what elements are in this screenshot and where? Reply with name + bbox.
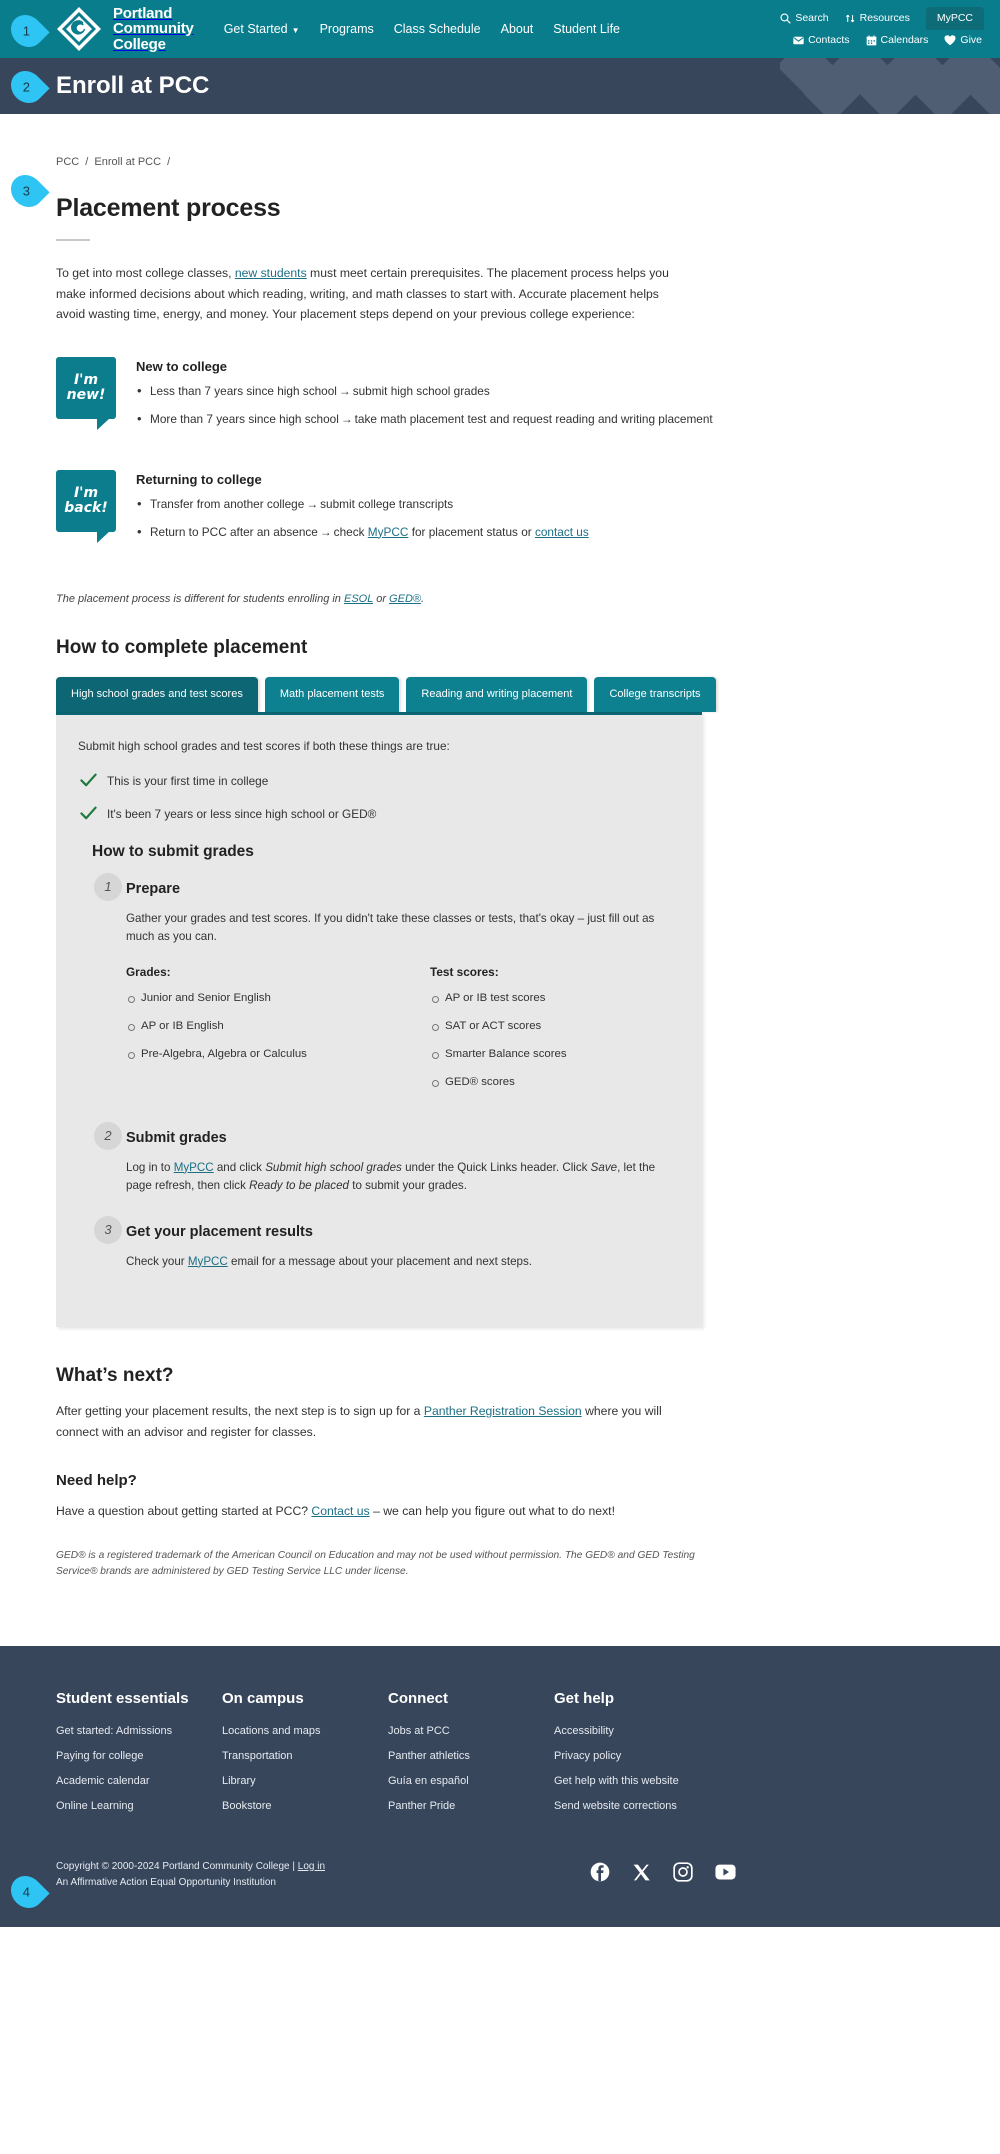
banner-decorative-pattern bbox=[780, 58, 1000, 114]
checkmark-icon bbox=[80, 806, 97, 821]
bullet-post: submit college transcripts bbox=[320, 496, 454, 511]
footer-link-guia-en-espanol[interactable]: Guía en español bbox=[388, 1774, 469, 1787]
utility-contacts-link[interactable] bbox=[793, 34, 849, 46]
calendar-icon bbox=[866, 35, 877, 46]
site-header bbox=[0, 0, 1000, 58]
nav-class-schedule[interactable]: Class Schedule bbox=[393, 22, 481, 36]
step-title: Submit grades bbox=[126, 1129, 227, 1146]
ged-link[interactable]: GED® bbox=[389, 592, 421, 605]
esol-link[interactable]: ESOL bbox=[343, 592, 374, 605]
nav-about[interactable]: About bbox=[500, 22, 534, 36]
bubble-back-line2: back! bbox=[64, 499, 108, 516]
title-divider bbox=[56, 239, 90, 241]
bubble-tail bbox=[97, 531, 110, 543]
callout-new-body bbox=[136, 357, 713, 438]
utility-label: Contacts bbox=[808, 34, 850, 46]
callout-returning-heading: Returning to college bbox=[136, 471, 262, 487]
bullet-pre: Return to PCC after an absence bbox=[150, 524, 318, 539]
test-scores-column bbox=[430, 965, 674, 1102]
callout-returning-body bbox=[136, 470, 589, 551]
step-header bbox=[98, 1124, 674, 1152]
grades-column-heading: Grades: bbox=[126, 964, 171, 979]
utility-row-2 bbox=[732, 29, 982, 51]
footer-link-transportation[interactable]: Transportation bbox=[222, 1749, 293, 1762]
copyright-line-1 bbox=[56, 1859, 325, 1875]
footer-link-paying-for-college[interactable]: Paying for college bbox=[56, 1749, 144, 1762]
utility-search-link[interactable] bbox=[780, 12, 828, 24]
footer-column-heading: Student essentials bbox=[56, 1689, 189, 1707]
list-item: Smarter Balance scores bbox=[430, 1046, 674, 1063]
facebook-link[interactable] bbox=[590, 1862, 610, 1887]
tab-math-placement-tests[interactable]: Math placement tests bbox=[265, 677, 400, 712]
step-prepare bbox=[98, 875, 674, 1102]
footer-column-heading: Get help bbox=[554, 1689, 615, 1707]
footer-link-online-learning[interactable]: Online Learning bbox=[56, 1799, 134, 1812]
step2-text-2: and click bbox=[213, 1160, 266, 1174]
callout-new-heading: New to college bbox=[136, 358, 228, 374]
footer-column-get-help bbox=[554, 1690, 720, 1825]
whats-next-text-2: where you will connect with an advisor and register for classes. bbox=[56, 1404, 662, 1439]
step-body: Gather your grades and test scores. If you didn't take these classes or tests, that's okay – just fill out as much as you can. bbox=[126, 911, 655, 943]
contact-us-link[interactable]: contact us bbox=[534, 524, 589, 539]
bubble-new-line2: new! bbox=[66, 386, 106, 403]
heart-icon bbox=[944, 35, 956, 46]
utility-label: Search bbox=[795, 12, 829, 24]
list-item: AP or IB English bbox=[126, 1018, 370, 1035]
footer-copyright bbox=[56, 1859, 325, 1891]
site-footer bbox=[0, 1646, 1000, 1927]
step-get-results bbox=[98, 1218, 674, 1272]
page-banner bbox=[0, 58, 1000, 114]
facebook-icon bbox=[590, 1862, 610, 1882]
list-item: Pre-Algebra, Algebra or Calculus bbox=[126, 1046, 370, 1063]
breadcrumb bbox=[56, 114, 944, 194]
arrow-icon: → bbox=[338, 383, 351, 398]
intro-text-2: must meet certain prerequisites. The placement process helps you make informed decisions about which reading, writing, and math classes to start with. Accurate placement helps avoid wasting time, energy, and money. Your placement steps depend on your previous college experience: bbox=[56, 266, 669, 321]
need-help-paragraph bbox=[56, 1501, 674, 1522]
step-header bbox=[98, 875, 674, 903]
callout-returning-list bbox=[136, 495, 589, 542]
breadcrumb-item-pcc[interactable]: PCC bbox=[56, 156, 80, 168]
bubble-back-box bbox=[56, 470, 116, 532]
bullet-pre: Less than 7 years since high school bbox=[150, 383, 337, 398]
logo-line-3: College bbox=[113, 35, 166, 53]
step-columns bbox=[126, 965, 674, 1102]
footer-link-panther-pride[interactable]: Panther Pride bbox=[388, 1799, 456, 1812]
step2-emphasis-2: Save bbox=[590, 1160, 618, 1174]
mypcc-tab-link[interactable]: MyPCC bbox=[926, 7, 984, 30]
placement-tablist bbox=[56, 677, 944, 712]
marker-label: 4 bbox=[23, 1884, 31, 1900]
test-scores-list bbox=[430, 990, 674, 1091]
footer-link-jobs-at-pcc[interactable]: Jobs at PCC bbox=[388, 1724, 450, 1737]
breadcrumb-separator: / bbox=[85, 156, 89, 168]
x-twitter-icon bbox=[632, 1863, 651, 1882]
need-help-heading: Need help? bbox=[56, 1472, 137, 1489]
bullet-pre: More than 7 years since high school bbox=[150, 411, 339, 426]
nav-student-life[interactable]: Student Life bbox=[553, 22, 620, 36]
tab-reading-writing-placement[interactable]: Reading and writing placement bbox=[406, 677, 587, 712]
arrow-icon: → bbox=[340, 411, 353, 426]
step3-text-2: email for a message about your placement and next steps. bbox=[227, 1254, 532, 1268]
need-help-text-2: – we can help you figure out what to do next! bbox=[369, 1504, 615, 1518]
ged-disclaimer: GED® is a registered trademark of the American Council on Education and may not be used without permission. The GED® and GED Testing Service® brands are administered by GED Testing Service LLC under license. bbox=[56, 1549, 695, 1577]
footer-link-send-website-corrections[interactable]: Send website corrections bbox=[554, 1799, 677, 1812]
footer-social-links bbox=[590, 1862, 736, 1887]
intro-paragraph bbox=[56, 263, 674, 325]
envelope-icon bbox=[793, 35, 804, 46]
tab-high-school-grades[interactable]: High school grades and test scores bbox=[56, 677, 258, 712]
check-label: This is your first time in college bbox=[107, 773, 269, 788]
checkmark-icon bbox=[80, 773, 97, 788]
step2-text-4: , let the page refresh, then click bbox=[126, 1160, 656, 1192]
page-title: Placement process bbox=[56, 194, 281, 222]
bubble-new-line1: I'm bbox=[73, 371, 99, 388]
bubble-back-line1: I'm bbox=[73, 484, 99, 501]
youtube-icon bbox=[715, 1864, 736, 1880]
bubble-new-box bbox=[56, 357, 116, 419]
footer-bottom bbox=[56, 1859, 944, 1891]
step2-emphasis-1: Submit high school grades bbox=[265, 1160, 402, 1174]
note-text-3: . bbox=[421, 592, 425, 605]
step-body bbox=[126, 1253, 674, 1272]
list-item bbox=[136, 495, 589, 514]
check-item-seven-years bbox=[78, 806, 674, 823]
list-item: GED® scores bbox=[430, 1074, 674, 1091]
new-students-link[interactable]: new students bbox=[234, 266, 307, 280]
footer-column-connect bbox=[388, 1690, 554, 1825]
check-item-first-time bbox=[78, 773, 674, 790]
bubble-back bbox=[56, 470, 116, 532]
step-title: Get your placement results bbox=[126, 1223, 313, 1240]
primary-navigation bbox=[224, 22, 620, 36]
marker-label: 1 bbox=[23, 23, 31, 39]
copyright-text: Copyright © 2000-2024 Portland Community College | bbox=[56, 1860, 298, 1872]
x-twitter-link[interactable] bbox=[632, 1863, 651, 1887]
mypcc-link[interactable]: MyPCC bbox=[187, 1254, 228, 1268]
footer-column-on-campus bbox=[222, 1690, 388, 1825]
youtube-link[interactable] bbox=[715, 1864, 736, 1885]
esol-ged-note bbox=[56, 593, 944, 605]
how-to-complete-placement-heading: How to complete placement bbox=[56, 636, 308, 658]
whats-next-paragraph bbox=[56, 1401, 674, 1442]
utility-give-link[interactable] bbox=[944, 34, 982, 46]
step-number-badge: 1 bbox=[94, 873, 122, 901]
grades-column bbox=[126, 965, 370, 1102]
footer-link-academic-calendar[interactable]: Academic calendar bbox=[56, 1774, 150, 1787]
pcc-logo-link[interactable] bbox=[56, 6, 194, 53]
utility-navigation bbox=[732, 7, 982, 51]
resources-icon bbox=[845, 13, 856, 24]
step-body bbox=[126, 1159, 674, 1196]
footer-link-columns bbox=[56, 1690, 944, 1825]
utility-label: Give bbox=[960, 34, 982, 46]
nav-get-started[interactable] bbox=[224, 22, 300, 36]
callout-new-list bbox=[136, 382, 713, 429]
footer-column-heading: Connect bbox=[388, 1689, 448, 1707]
pcc-diamond-logo-icon bbox=[56, 6, 102, 52]
chevron-down-icon: ▼ bbox=[291, 25, 300, 35]
logo-line-1: Portland bbox=[113, 4, 173, 22]
bubble-tail bbox=[97, 418, 110, 430]
page-banner-title: Enroll at PCC bbox=[56, 72, 210, 99]
step2-emphasis-3: Ready to be placed bbox=[249, 1179, 349, 1192]
breadcrumb-separator: / bbox=[167, 156, 171, 168]
check-label: It's been 7 years or less since high school or GED® bbox=[107, 806, 377, 821]
utility-label: Calendars bbox=[880, 34, 929, 46]
note-text-1: The placement process is different for students enrolling in bbox=[56, 592, 344, 605]
tab-college-transcripts[interactable]: College transcripts bbox=[594, 677, 715, 712]
utility-row-1 bbox=[732, 7, 982, 29]
note-text-2: or bbox=[373, 592, 390, 605]
contact-us-link[interactable]: Contact us bbox=[311, 1504, 370, 1518]
test-scores-column-heading: Test scores: bbox=[430, 964, 499, 979]
main-content bbox=[0, 114, 1000, 1620]
callout-new-to-college bbox=[56, 357, 944, 438]
footer-login-link[interactable]: Log in bbox=[297, 1860, 326, 1872]
utility-calendars-link[interactable] bbox=[866, 34, 929, 46]
step2-text-1: Log in to bbox=[126, 1160, 174, 1174]
footer-link-get-help-with-this-website[interactable]: Get help with this website bbox=[554, 1774, 679, 1787]
footer-column-student-essentials bbox=[56, 1690, 222, 1825]
bubble-new bbox=[56, 357, 116, 419]
list-item bbox=[136, 410, 713, 429]
how-to-submit-grades-heading: How to submit grades bbox=[92, 842, 254, 860]
step2-text-5: to submit your grades. bbox=[349, 1179, 467, 1192]
footer-link-get-started-admissions[interactable]: Get started: Admissions bbox=[56, 1724, 173, 1737]
list-item bbox=[136, 382, 713, 401]
logo-wordmark bbox=[113, 6, 194, 53]
breadcrumb-item-enroll[interactable]: Enroll at PCC bbox=[94, 156, 162, 168]
arrow-icon: → bbox=[319, 524, 332, 539]
bullet-post-a: check bbox=[333, 524, 368, 539]
footer-link-bookstore[interactable]: Bookstore bbox=[222, 1799, 272, 1812]
copyright-line-2: An Affirmative Action Equal Opportunity Institution bbox=[56, 1876, 276, 1888]
list-item: SAT or ACT scores bbox=[430, 1018, 674, 1035]
whats-next-heading: What’s next? bbox=[56, 1365, 174, 1386]
nav-programs[interactable]: Programs bbox=[319, 22, 374, 36]
step-number-badge: 2 bbox=[94, 1122, 122, 1150]
placement-tabpanel bbox=[56, 712, 702, 1328]
nav-label: Get Started bbox=[223, 22, 288, 36]
mypcc-link[interactable]: MyPCC bbox=[173, 1160, 214, 1174]
bullet-post: take math placement test and request reading and writing placement bbox=[354, 411, 713, 426]
grades-list bbox=[126, 990, 370, 1063]
marker-label: 2 bbox=[23, 79, 31, 95]
footer-link-panther-athletics[interactable]: Panther athletics bbox=[388, 1749, 470, 1762]
list-item: AP or IB test scores bbox=[430, 990, 674, 1007]
callout-returning-to-college bbox=[56, 470, 944, 551]
whats-next-text-1: After getting your placement results, the next step is to sign up for a bbox=[56, 1404, 424, 1418]
step-submit-grades bbox=[98, 1124, 674, 1196]
list-item bbox=[136, 523, 589, 542]
logo-line-2: Community bbox=[113, 20, 194, 38]
footer-link-privacy-policy[interactable]: Privacy policy bbox=[554, 1749, 622, 1762]
bullet-pre: Transfer from another college bbox=[150, 496, 305, 511]
marker-label: 3 bbox=[23, 183, 31, 199]
utility-label: Resources bbox=[859, 12, 910, 24]
step2-text-3: under the Quick Links header. Click bbox=[401, 1160, 591, 1174]
step-header bbox=[98, 1218, 674, 1246]
bullet-post-b: for placement status or bbox=[408, 524, 535, 539]
list-item: Junior and Senior English bbox=[126, 990, 370, 1007]
panther-registration-session-link[interactable]: Panther Registration Session bbox=[423, 1404, 582, 1418]
intro-text-1: To get into most college classes, bbox=[56, 266, 235, 280]
utility-resources-link[interactable] bbox=[845, 12, 910, 24]
search-icon bbox=[780, 13, 791, 24]
footer-link-locations-and-maps[interactable]: Locations and maps bbox=[222, 1724, 321, 1737]
mypcc-link[interactable]: MyPCC bbox=[367, 524, 409, 539]
footer-link-accessibility[interactable]: Accessibility bbox=[554, 1724, 614, 1737]
instagram-link[interactable] bbox=[673, 1862, 693, 1887]
footer-link-library[interactable]: Library bbox=[222, 1774, 256, 1787]
step3-text-1: Check your bbox=[126, 1254, 188, 1268]
need-help-text-1: Have a question about getting started at PCC? bbox=[56, 1504, 312, 1518]
instagram-icon bbox=[673, 1862, 693, 1882]
bullet-post: submit high school grades bbox=[352, 383, 490, 398]
footer-column-heading: On campus bbox=[222, 1689, 304, 1707]
step-title: Prepare bbox=[126, 880, 181, 897]
step-number-badge: 3 bbox=[94, 1216, 122, 1244]
tabpanel-intro: Submit high school grades and test scores if both these things are true: bbox=[78, 738, 450, 753]
arrow-icon: → bbox=[306, 496, 319, 511]
